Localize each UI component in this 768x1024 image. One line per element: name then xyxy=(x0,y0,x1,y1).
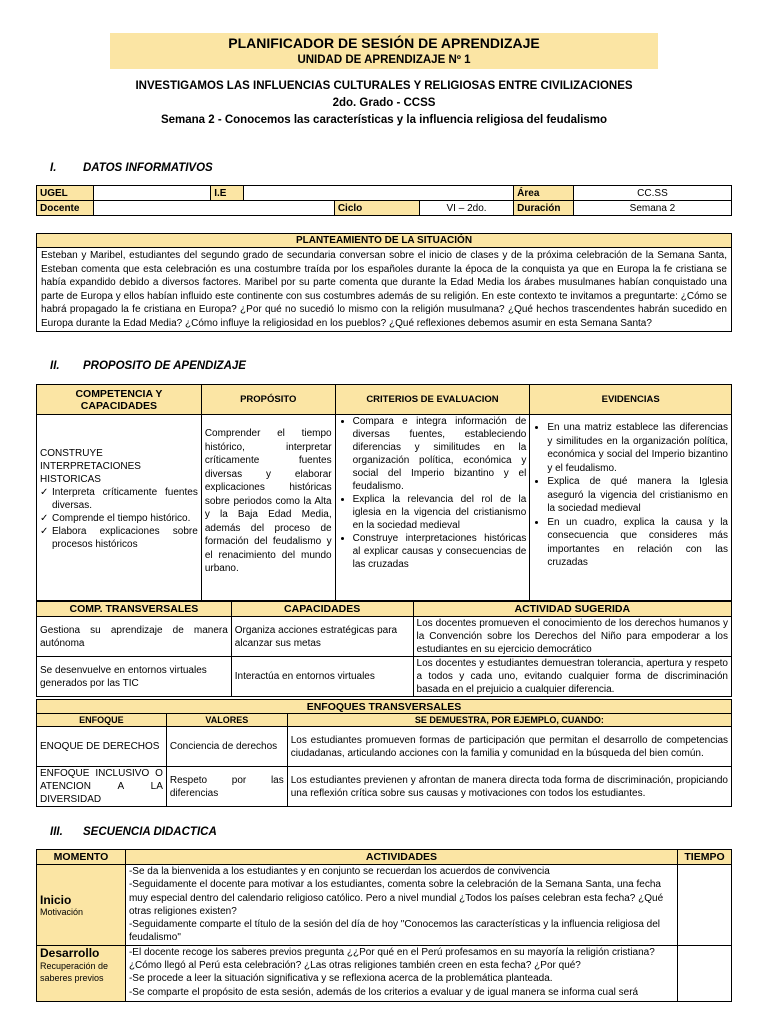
enfoque-name: ENFOQUE INCLUSIVO O ATENCION A LA DIVERSIDAD xyxy=(37,767,167,807)
actividad-line: -Se da la bienvenida a los estudiantes y en conjunto se recuerdan los acuerdos de convivencia xyxy=(128,866,550,877)
header-criterios: CRITERIOS DE EVALUACION xyxy=(335,385,530,415)
competencia-title: CONSTRUYE INTERPRETACIONES HISTORICAS xyxy=(40,448,141,485)
criterios-list xyxy=(339,415,527,571)
actividad-line: -Seguidamente el docente para motivar a los estudiantes, comenta sobre la celebración de la Semana Santa, una fecha muy especial dentro del calendario religioso católico. Pero a nivel mundial ¿Todos los países celebran esta fecha? ¿Qué otras religiones existen? xyxy=(128,879,664,917)
header-evidencias: EVIDENCIAS xyxy=(530,385,732,415)
momento-sub: Recuperación de saberes previos xyxy=(40,960,109,983)
ugel-value xyxy=(93,186,211,201)
info-table xyxy=(36,185,732,216)
area-label: Área xyxy=(514,186,574,201)
actividad-line: -El docente recoge los saberes previos pregunta ¿¿Por qué en el Perú profesamos en su mayoría la religión cristiana? ¿Cómo llegó al Perú esta celebración? ¿Las otras religiones también creen en esta fecha? ¿Por qué? xyxy=(128,946,655,972)
check-icon: ✓ xyxy=(40,526,49,537)
transversal-comp: Gestiona su aprendizaje de manera autónoma xyxy=(37,617,232,657)
capacidades-list xyxy=(40,486,198,551)
header-comp-transversales: COMP. TRANSVERSALES xyxy=(37,602,232,617)
check-icon: ✓ xyxy=(40,513,49,524)
transversales-table xyxy=(36,601,732,697)
header-enfoque: ENFOQUE xyxy=(37,714,167,727)
enfoques-header: ENFOQUES TRANSVERSALES xyxy=(37,700,732,714)
momento-label: Inicio xyxy=(40,892,72,907)
enfoques-table xyxy=(36,699,732,807)
header-capacidades: CAPACIDADES xyxy=(231,602,413,617)
capacidad-item: ✓ Interpreta críticamente fuentes diversas. xyxy=(40,487,198,511)
header-valores: VALORES xyxy=(166,714,287,727)
enfoque-valor: Conciencia de derechos xyxy=(166,727,287,767)
ugel-label: UGEL xyxy=(37,186,94,201)
capacidad-item: ✓ Elabora explicaciones sobre procesos históricos xyxy=(40,526,198,550)
section-heading-3: III. SECUENCIA DIDACTICA xyxy=(50,826,217,838)
document-title: PLANIFICADOR DE SESIÓN DE APRENDIZAJE xyxy=(228,35,540,51)
transversal-cap: Organiza acciones estratégicas para alcanzar sus metas xyxy=(231,617,413,657)
momento-inicio xyxy=(37,865,126,946)
situacion-text: Esteban y Maribel, estudiantes del segundo grado de secundaria conversan sobre el inicio de clases y de la próxima celebración de la Semana Santa, Esteban comenta que esta celebración es una costumbre traída por los españoles durante la época de la conquista ya que en Europa la fe cristiana se había expandido debido a diversos factores. Maribel por su parte comenta que durante la Edad Media los árabes musulmanes habían conquistado una parte de Europa y ellos habían influido este continente con sus costumbres además de su religión. En este contexto te invitamos a preguntarte: ¿Cómo se habrá propagado la fe cristiana en Europa? ¿Por qué no sucedió lo mismo con la religión musulmana? ¿Qué hechos trascendentes habrán sucedido en Europa durante la Edad Media? ¿Cómo influye la religiosidad en los pueblos? ¿Qué reflexiones debemos asumir en esta Semana Santa? xyxy=(37,248,732,332)
header-competencia: COMPETENCIA Y CAPACIDADES xyxy=(37,385,202,415)
ciclo-value: VI – 2do. xyxy=(419,201,513,216)
header-momento: MOMENTO xyxy=(37,850,126,865)
criterios-cell xyxy=(335,415,530,601)
enfoque-demuestra: Los estudiantes promueven formas de participación que permitan el desarrollo de competencias ciudadanas, articulando acciones con la familia y comunidad en la búsqueda del bien común. xyxy=(287,727,731,767)
grade-line: 2do. Grado - CCSS xyxy=(332,97,436,109)
enfoque-demuestra: Los estudiantes previenen y afrontan de manera directa toda forma de discriminación, propiciando una reflexión crítica sobre sus causas y motivaciones con todos los estudiantes. xyxy=(287,767,731,807)
momento-desarrollo xyxy=(37,945,126,1001)
momento-label: Desarrollo xyxy=(40,945,100,960)
header-tiempo: TIEMPO xyxy=(678,850,732,865)
criterio-item: • Construye interpretaciones históricas al explicar causas y consecuencias de las cruzadas xyxy=(353,532,527,571)
criterio-item: • Compara e integra información de diversas fuentes, estableciendo diferencias y similitudes en la organización política, económica y social del Imperio bizantino y el feudalismo. xyxy=(353,415,527,493)
section-heading-2: II. PROPOSITO DE APENDIZAJE xyxy=(50,360,246,372)
actividades-inicio xyxy=(125,865,677,946)
transversal-comp: Se desenvuelve en entornos virtuales generados por las TIC xyxy=(37,657,232,697)
duracion-label: Duración xyxy=(514,201,574,216)
transversal-act: Los docentes y estudiantes demuestran tolerancia, apertura y respeto a todos y cada uno, evitando cualquier forma de discriminación basada en el prejuicio a cualquier diferencia. xyxy=(413,657,731,697)
secuencia-table xyxy=(36,849,732,1002)
actividad-line: -Se comparte el propósito de esta sesión, además de los criterios a evaluar y de igual manera se informa cual será xyxy=(128,986,639,998)
duracion-value: Semana 2 xyxy=(573,201,731,216)
header-proposito: PROPÓSITO xyxy=(201,385,335,415)
competencia-cell xyxy=(37,415,202,601)
docente-label: Docente xyxy=(37,201,94,216)
actividades-desarrollo xyxy=(125,945,677,1001)
capacidad-item: ✓ Comprende el tiempo histórico. xyxy=(40,513,191,524)
tiempo-inicio xyxy=(678,865,732,946)
ciclo-label: Ciclo xyxy=(334,201,419,216)
area-value: CC.SS xyxy=(573,186,731,201)
docente-value xyxy=(93,201,334,216)
evidencia-item: • En un cuadro, explica la causa y la consecuencia que consideres más importantes en relación con las cruzadas xyxy=(547,516,728,570)
tiempo-desarrollo xyxy=(678,945,732,1001)
transversal-act: Los docentes promueven el conocimiento de los derechos humanos y la Convención sobre los Derechos del Niño para empoderar a los estudiantes en su ejercicio democrático xyxy=(413,617,731,657)
enfoque-name: ENOQUE DE DERECHOS xyxy=(37,727,167,767)
header-actividades: ACTIVIDADES xyxy=(125,850,677,865)
evidencia-item: • Explica de qué manera la Iglesia aseguró la vigencia del cristianismo en la sociedad medieval xyxy=(547,475,728,516)
transversal-cap: Interactúa en entornos virtuales xyxy=(231,657,413,697)
situacion-table xyxy=(36,233,732,332)
situacion-header: PLANTEAMIENTO DE LA SITUACIÓN xyxy=(37,234,732,248)
ie-label: I.E xyxy=(211,186,243,201)
section-heading-1: I. DATOS INFORMATIVOS xyxy=(50,162,213,174)
header-actividad: ACTIVIDAD SUGERIDA xyxy=(413,602,731,617)
ie-value xyxy=(243,186,513,201)
week-line: Semana 2 - Conocemos las características y la influencia religiosa del feudalismo xyxy=(160,114,608,126)
session-topic: INVESTIGAMOS LAS INFLUENCIAS CULTURALES Y RELIGIOSAS ENTRE CIVILIZACIONES xyxy=(135,80,633,92)
check-icon: ✓ xyxy=(40,487,49,498)
proposito-table xyxy=(36,384,732,601)
criterio-item: • Explica la relevancia del rol de la iglesia en la vigencia del cristianismo en la sociedad medieval xyxy=(353,493,527,532)
title-banner xyxy=(110,33,658,69)
unit-title: UNIDAD DE APRENDIZAJE Nº 1 xyxy=(297,54,471,66)
proposito-text: Comprender el tiempo histórico, interpretar críticamente fuentes diversas y elaborar explicaciones históricas sobre periodos como la Alta y la Baja Edad Media, además del proceso de formación del feudalismo y el renacimiento del mundo urbano. xyxy=(201,415,335,601)
actividad-line: -Seguidamente comparte el título de la sesión del día de hoy "Conocemos las características y la influencia religiosa del feudalismo" xyxy=(128,919,661,944)
evidencia-item: • En una matriz establece las diferencias y similitudes en la organización política, económica y social del Imperio bizantino y el feudalismo. xyxy=(547,421,728,475)
evidencias-cell xyxy=(530,415,732,601)
momento-sub: Motivación xyxy=(40,906,84,917)
evidencias-list xyxy=(533,421,728,570)
actividad-line: -Se procede a leer la situación significativa y se reflexiona acerca de la problemática planteada. xyxy=(128,973,553,985)
header-demuestra: SE DEMUESTRA, POR EJEMPLO, CUANDO: xyxy=(287,714,731,727)
enfoque-valor: Respeto por las diferencias xyxy=(166,767,287,807)
